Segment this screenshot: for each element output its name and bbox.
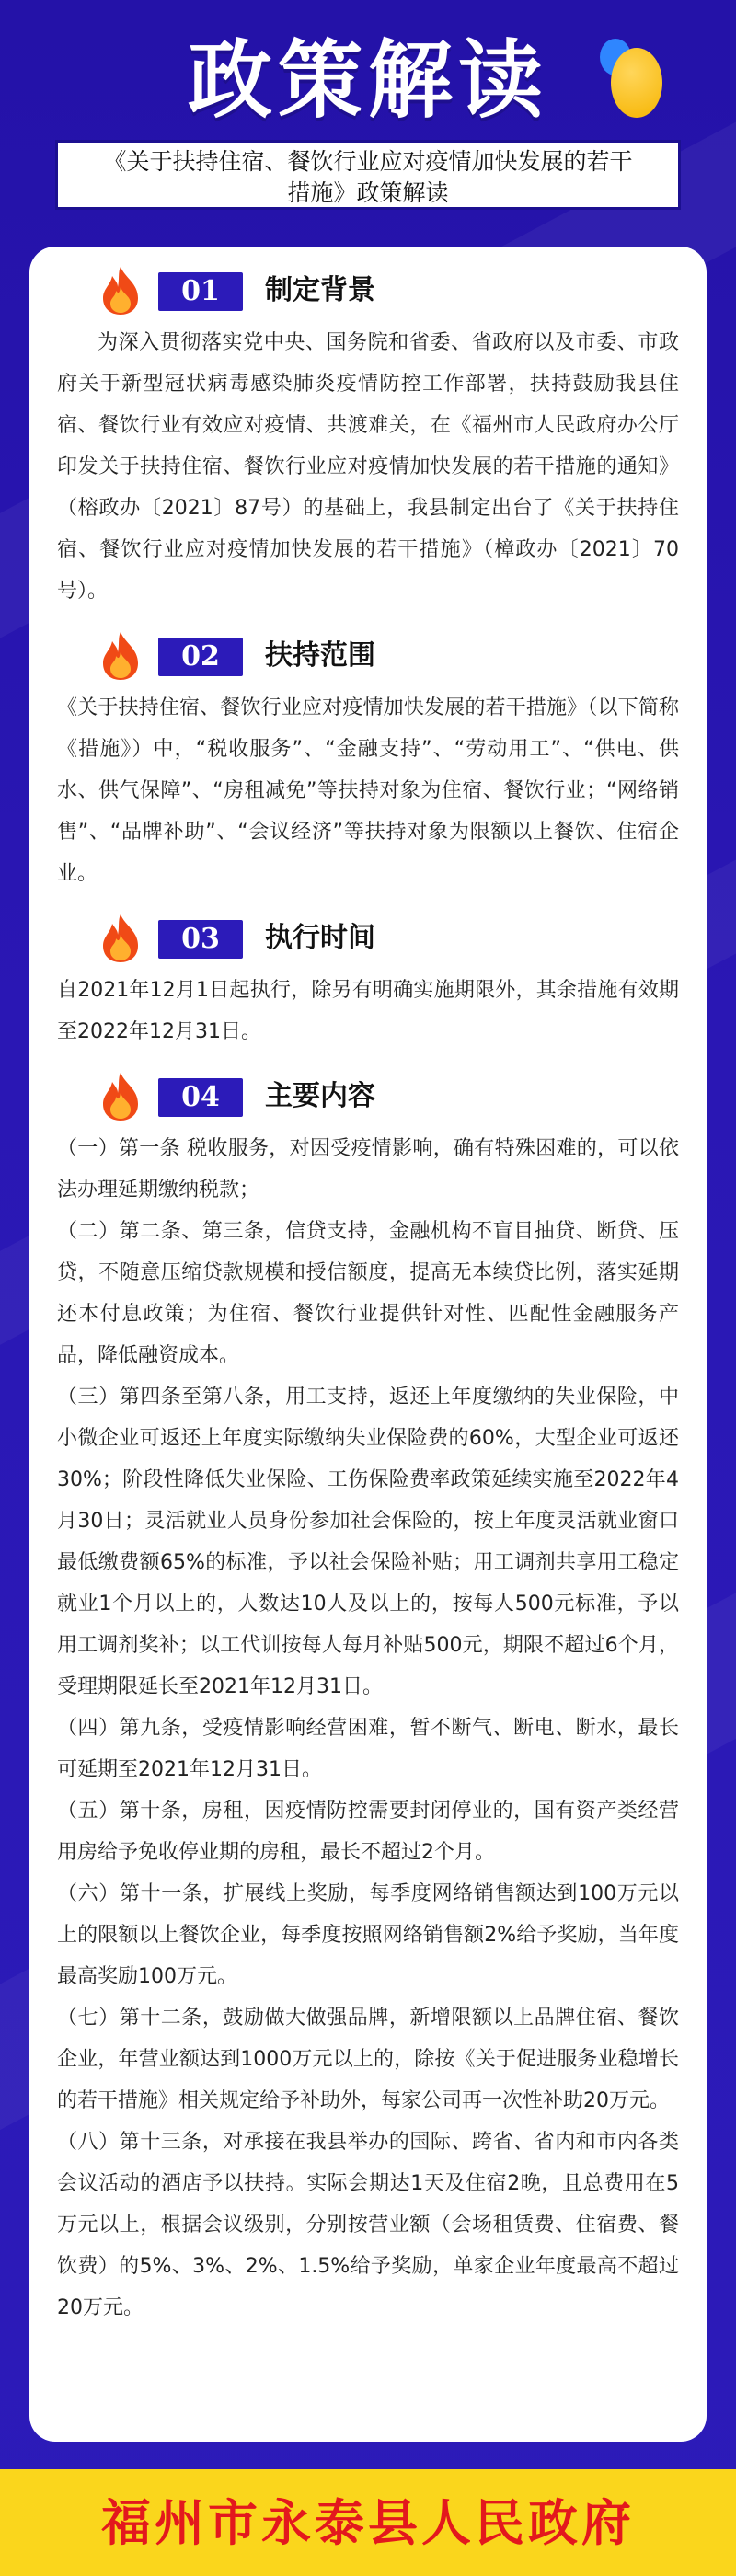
content-item: （七）第十二条，鼓励做大做强品牌，新增限额以上品牌住宿、餐饮企业，年营业额达到1000万元以上的，除按《关于促进服务业稳增长的若干措施》相关规定给予补助外，每家公司再一次性补助20万元。: [57, 2007, 679, 2112]
content-item: （六）第十一条，扩展线上奖励，每季度网络销售额达到100万元以上的限额以上餐饮企业，每季度按照网络销售额2%给予奖励，当年度最高奖励100万元。: [57, 1882, 679, 1988]
section-effective-period: [57, 907, 679, 1052]
footer-band: [0, 2469, 736, 2576]
content-item: （二）第二条、第三条，信贷支持，金融机构不盲目抽贷、断贷、压贷，不随意压缩贷款规模和授信额度，提高无本续贷比例，落实延期还本付息政策；为住宿、餐饮行业提供针对性、匹配性金融服务产品，降低融资成本。: [57, 1220, 679, 1367]
section-paragraph: 《关于扶持住宿、餐饮行业应对疫情加快发展的若干措施》（以下简称《措施》）中，“税收服务”、“金融支持”、“劳动用工”、“供电、供水、供气保障”、“房租减免”等扶持对象为住宿、餐饮行业；“网络销售”、“品牌补助”、“会议经济”等扶持对象为限额以上餐饮、住宿企业。: [57, 696, 679, 885]
subtitle-line-2: 措施》政策解读: [287, 179, 449, 206]
section-header: [57, 907, 679, 970]
section-paragraph: 自2021年12月1日起执行，除另有明确实施期限外，其余措施有效期至2022年12月31日。: [57, 979, 679, 1043]
subtitle-line-1: 《关于扶持住宿、餐饮行业应对疫情加快发展的若干: [103, 148, 633, 175]
section-number-badge: 01: [158, 272, 243, 311]
section-number-badge: 04: [158, 1078, 243, 1117]
content-item: （八）第十三条，对承接在我县举办的国际、跨省、省内和市内各类会议活动的酒店予以扶持。实际会期达1天及住宿2晚，且总费用在5万元以上，根据会议级别，分别按营业额（会场租赁费、住宿费、餐饮费）的5%、3%、2%、1.5%给予奖励，单家企业年度最高不超过20万元。: [57, 2131, 679, 2319]
section-header: [57, 625, 679, 687]
content-item: （三）第四条至第八条，用工支持，返还上年度缴纳的失业保险，中小微企业可返还上年度实际缴纳失业保险费的60%，大型企业可返还30%；阶段性降低失业保险、工伤保险费率政策延续实施至2022年4月30日；灵活就业人员身份参加社会保险的，按上年度灵活就业窗口最低缴费额65%的标准，予以社会保险补贴；用工调剂共享用工稳定就业1个月以上的，人数达10人及以上的，按每人500元标准，予以用工调剂奖补；以工代训按每人每月补贴500元，期限不超过6个月，受理期限延长至2021年12月31日。: [57, 1386, 679, 1698]
flame-icon: [98, 1071, 144, 1122]
issuer-name: 福州市永泰县人民政府: [101, 2493, 635, 2552]
content-card: [29, 247, 707, 2442]
section-number-badge: 02: [158, 638, 243, 676]
page-title: 政策解读: [187, 30, 548, 130]
section-number-badge: 03: [158, 920, 243, 959]
section-main-content: [57, 1065, 679, 2329]
section-title: 制定背景: [265, 274, 375, 306]
section-header: [57, 1065, 679, 1128]
document-subtitle: [55, 140, 681, 210]
section-paragraph: 为深入贯彻落实党中央、国务院和省委、省政府以及市委、市政府关于新型冠状病毒感染肺炎疫情防控工作部署，扶持鼓励我县住宿、餐饮行业有效应对疫情、共渡难关，在《福州市人民政府办公厅印发关于扶持住宿、餐饮行业应对疫情加快发展的若干措施的通知》（榕政办〔2021〕87号）的基础上，我县制定出台了《关于扶持住宿、餐饮行业应对疫情加快发展的若干措施》（樟政办〔2021〕70号）。: [57, 331, 680, 603]
section-title: 执行时间: [265, 922, 375, 954]
flame-icon: [98, 913, 144, 964]
section-background: [57, 259, 679, 612]
section-title: 扶持范围: [265, 639, 375, 672]
flame-icon: [98, 265, 144, 316]
section-title: 主要内容: [265, 1080, 375, 1112]
flame-icon: [98, 630, 144, 682]
content-item: （四）第九条，受疫情影响经营困难，暂不断气、断电、断水，最长可延期至2021年12月31日。: [57, 1717, 679, 1781]
content-item: （一）第一条 税收服务，对因受疫情影响，确有特殊困难的，可以依法办理延期缴纳税款；: [57, 1137, 679, 1202]
section-header: [57, 259, 679, 322]
content-item: （五）第十条，房租，因疫情防控需要封闭停业的，国有资产类经营用房给予免收停业期的房租，最长不超过2个月。: [57, 1800, 679, 1864]
section-scope: [57, 625, 679, 894]
balloon-decoration: [611, 48, 662, 118]
